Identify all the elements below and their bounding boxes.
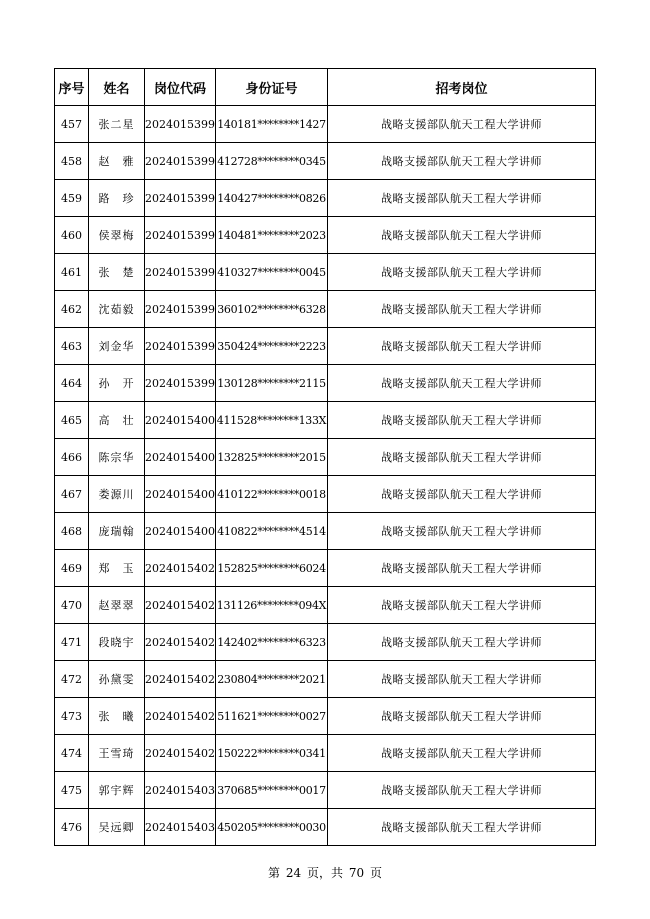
cell-id-number: 511621********0027 <box>216 698 328 735</box>
cell-seq: 475 <box>55 772 89 809</box>
cell-position: 战略支援部队航天工程大学讲师 <box>328 587 596 624</box>
cell-position: 战略支援部队航天工程大学讲师 <box>328 772 596 809</box>
table-row <box>55 550 596 587</box>
table-row <box>55 624 596 661</box>
cell-name: 赵 雅 <box>89 143 145 180</box>
cell-position: 战略支援部队航天工程大学讲师 <box>328 328 596 365</box>
cell-seq: 467 <box>55 476 89 513</box>
cell-post-code: 2024015400 <box>145 402 216 439</box>
table-row <box>55 106 596 143</box>
cell-seq: 474 <box>55 735 89 772</box>
footer-page-unit: 页，共 <box>306 866 343 880</box>
cell-id-number: 360102********6328 <box>216 291 328 328</box>
cell-seq: 470 <box>55 587 89 624</box>
table-row <box>55 476 596 513</box>
header-id-number: 身份证号 <box>216 69 328 106</box>
table-row <box>55 254 596 291</box>
cell-position: 战略支援部队航天工程大学讲师 <box>328 513 596 550</box>
cell-seq: 457 <box>55 106 89 143</box>
cell-id-number: 140481********2023 <box>216 217 328 254</box>
cell-seq: 460 <box>55 217 89 254</box>
cell-post-code: 2024015400 <box>145 439 216 476</box>
cell-position: 战略支援部队航天工程大学讲师 <box>328 365 596 402</box>
cell-name: 张二星 <box>89 106 145 143</box>
cell-seq: 476 <box>55 809 89 846</box>
table-row <box>55 143 596 180</box>
cell-post-code: 2024015399 <box>145 217 216 254</box>
cell-name: 孙黛雯 <box>89 661 145 698</box>
cell-id-number: 132825********2015 <box>216 439 328 476</box>
cell-post-code: 2024015402 <box>145 550 216 587</box>
cell-seq: 458 <box>55 143 89 180</box>
cell-name: 陈宗华 <box>89 439 145 476</box>
cell-post-code: 2024015402 <box>145 698 216 735</box>
cell-seq: 471 <box>55 624 89 661</box>
cell-name: 郭宇辉 <box>89 772 145 809</box>
header-position: 招考岗位 <box>328 69 596 106</box>
table-row <box>55 661 596 698</box>
cell-position: 战略支援部队航天工程大学讲师 <box>328 476 596 513</box>
cell-id-number: 140181********1427 <box>216 106 328 143</box>
cell-seq: 466 <box>55 439 89 476</box>
cell-name: 刘金华 <box>89 328 145 365</box>
cell-name: 侯翠梅 <box>89 217 145 254</box>
cell-id-number: 131126********094X <box>216 587 328 624</box>
cell-name: 郑 玉 <box>89 550 145 587</box>
table-header <box>55 69 596 106</box>
cell-position: 战略支援部队航天工程大学讲师 <box>328 624 596 661</box>
cell-id-number: 350424********2223 <box>216 328 328 365</box>
cell-seq: 473 <box>55 698 89 735</box>
cell-id-number: 410327********0045 <box>216 254 328 291</box>
cell-seq: 469 <box>55 550 89 587</box>
footer-total-pages: 70 <box>348 866 365 880</box>
cell-id-number: 411528********133X <box>216 402 328 439</box>
cell-seq: 468 <box>55 513 89 550</box>
cell-id-number: 140427********0826 <box>216 180 328 217</box>
cell-name: 王雪琦 <box>89 735 145 772</box>
cell-name: 张 曦 <box>89 698 145 735</box>
cell-seq: 465 <box>55 402 89 439</box>
footer-prefix: 第 <box>268 866 281 880</box>
cell-post-code: 2024015399 <box>145 143 216 180</box>
table-body <box>55 106 596 846</box>
footer-page-number: 24 <box>285 866 302 880</box>
cell-post-code: 2024015399 <box>145 365 216 402</box>
table-row <box>55 809 596 846</box>
cell-post-code: 2024015399 <box>145 106 216 143</box>
cell-position: 战略支援部队航天工程大学讲师 <box>328 698 596 735</box>
cell-position: 战略支援部队航天工程大学讲师 <box>328 143 596 180</box>
cell-post-code: 2024015403 <box>145 809 216 846</box>
cell-id-number: 410122********0018 <box>216 476 328 513</box>
table-row <box>55 587 596 624</box>
table-row <box>55 402 596 439</box>
cell-name: 吴远卿 <box>89 809 145 846</box>
cell-post-code: 2024015399 <box>145 180 216 217</box>
cell-id-number: 230804********2021 <box>216 661 328 698</box>
cell-position: 战略支援部队航天工程大学讲师 <box>328 180 596 217</box>
table-row <box>55 513 596 550</box>
cell-seq: 462 <box>55 291 89 328</box>
table-row <box>55 291 596 328</box>
table-row <box>55 328 596 365</box>
cell-name: 沈茹毅 <box>89 291 145 328</box>
header-row <box>55 69 596 106</box>
cell-position: 战略支援部队航天工程大学讲师 <box>328 402 596 439</box>
cell-seq: 464 <box>55 365 89 402</box>
cell-post-code: 2024015402 <box>145 661 216 698</box>
cell-id-number: 152825********6024 <box>216 550 328 587</box>
page-footer <box>0 864 650 881</box>
header-name: 姓名 <box>89 69 145 106</box>
footer-total-unit: 页 <box>369 866 382 880</box>
cell-seq: 461 <box>55 254 89 291</box>
cell-position: 战略支援部队航天工程大学讲师 <box>328 439 596 476</box>
cell-post-code: 2024015402 <box>145 735 216 772</box>
cell-post-code: 2024015399 <box>145 328 216 365</box>
cell-post-code: 2024015402 <box>145 624 216 661</box>
cell-position: 战略支援部队航天工程大学讲师 <box>328 735 596 772</box>
cell-id-number: 142402********6323 <box>216 624 328 661</box>
cell-name: 高 壮 <box>89 402 145 439</box>
table-row <box>55 439 596 476</box>
cell-post-code: 2024015399 <box>145 291 216 328</box>
cell-seq: 472 <box>55 661 89 698</box>
cell-id-number: 410822********4514 <box>216 513 328 550</box>
cell-seq: 463 <box>55 328 89 365</box>
table-row <box>55 698 596 735</box>
cell-name: 孙 开 <box>89 365 145 402</box>
cell-post-code: 2024015400 <box>145 513 216 550</box>
roster-table <box>54 68 596 846</box>
cell-position: 战略支援部队航天工程大学讲师 <box>328 106 596 143</box>
cell-name: 赵翠翠 <box>89 587 145 624</box>
cell-position: 战略支援部队航天工程大学讲师 <box>328 217 596 254</box>
cell-seq: 459 <box>55 180 89 217</box>
cell-name: 张 楚 <box>89 254 145 291</box>
cell-name: 庞瑞翰 <box>89 513 145 550</box>
table-row <box>55 180 596 217</box>
cell-position: 战略支援部队航天工程大学讲师 <box>328 550 596 587</box>
cell-name: 路 珍 <box>89 180 145 217</box>
cell-id-number: 412728********0345 <box>216 143 328 180</box>
cell-name: 娄源川 <box>89 476 145 513</box>
cell-name: 段晓宇 <box>89 624 145 661</box>
cell-id-number: 150222********0341 <box>216 735 328 772</box>
header-seq: 序号 <box>55 69 89 106</box>
cell-post-code: 2024015403 <box>145 772 216 809</box>
cell-position: 战略支援部队航天工程大学讲师 <box>328 291 596 328</box>
cell-post-code: 2024015400 <box>145 476 216 513</box>
cell-post-code: 2024015399 <box>145 254 216 291</box>
cell-position: 战略支援部队航天工程大学讲师 <box>328 254 596 291</box>
table-row <box>55 772 596 809</box>
header-post-code: 岗位代码 <box>145 69 216 106</box>
cell-id-number: 370685********0017 <box>216 772 328 809</box>
cell-post-code: 2024015402 <box>145 587 216 624</box>
table-row <box>55 365 596 402</box>
cell-id-number: 450205********0030 <box>216 809 328 846</box>
cell-position: 战略支援部队航天工程大学讲师 <box>328 661 596 698</box>
table-row <box>55 735 596 772</box>
cell-id-number: 130128********2115 <box>216 365 328 402</box>
cell-position: 战略支援部队航天工程大学讲师 <box>328 809 596 846</box>
table-row <box>55 217 596 254</box>
